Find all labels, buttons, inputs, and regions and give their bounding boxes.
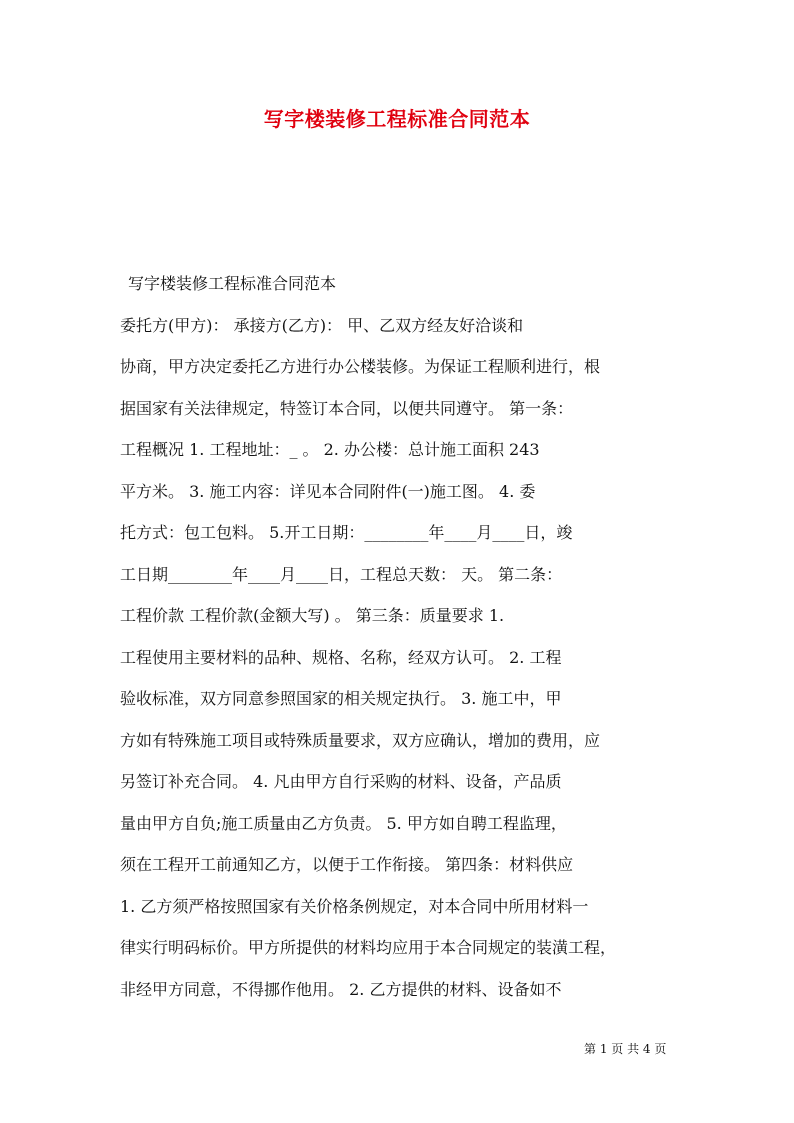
body-line: 写字楼装修工程标准合同范本 (128, 274, 337, 293)
body-line: 须在工程开工前通知乙方，以便于工作衔接。 第四条：材料供应 (120, 855, 574, 874)
body-line: 托方式：包工包料。 5.开工日期：________年____月____日，竣 (120, 523, 573, 542)
body-line: 1. 乙方须严格按照国家有关价格条例规定，对本合同中所用材料一 (120, 896, 589, 916)
body-line: 工程概况 1. 工程地址：_ 。 2. 办公楼：总计施工面积 243 (120, 440, 540, 459)
body-line: 工程价款 工程价款(金额大写) 。 第三条：质量要求 1. (120, 606, 505, 625)
page-indicator: 第 1 页 共 4 页 (584, 1042, 667, 1056)
document-body (120, 268, 680, 1015)
body-line: 平方米。 3. 施工内容：详见本合同附件(一)施工图。 4. 委 (120, 481, 536, 501)
body-line: 协商，甲方决定委托乙方进行办公楼装修。为保证工程顺利进行，根 (120, 357, 601, 376)
body-line: 方如有特殊施工项目或特殊质量要求，双方应确认，增加的费用，应 (120, 730, 601, 750)
body-line: 据国家有关法律规定，特签订本合同，以便共同遵守。 第一条： (120, 398, 574, 418)
body-line: 工程使用主要材料的品种、规格、名称，经双方认可。 2. 工程 (120, 647, 562, 667)
body-line: 非经甲方同意，不得挪作他用。 2. 乙方提供的材料、设备如不 (120, 979, 562, 999)
body-line: 委托方(甲方)： 承接方(乙方)： 甲、乙双方经友好洽谈和 (120, 315, 524, 335)
body-line: 另签订补充合同。 4. 凡由甲方自行采购的材料、设备，产品质 (120, 772, 562, 791)
document-title: 写字楼装修工程标准合同范本 (263, 107, 531, 131)
body-line: 律实行明码标价。甲方所提供的材料均应用于本合同规定的装潢工程， (120, 938, 617, 957)
body-line: 量由甲方自负;施工质量由乙方负责。 5. 甲方如自聘工程监理， (120, 813, 567, 833)
body-line: 工日期________年____月____日，工程总天数： 天。 第二条： (120, 564, 563, 584)
body-line: 验收标准，双方同意参照国家的相关规定执行。 3. 施工中，甲 (120, 689, 562, 708)
